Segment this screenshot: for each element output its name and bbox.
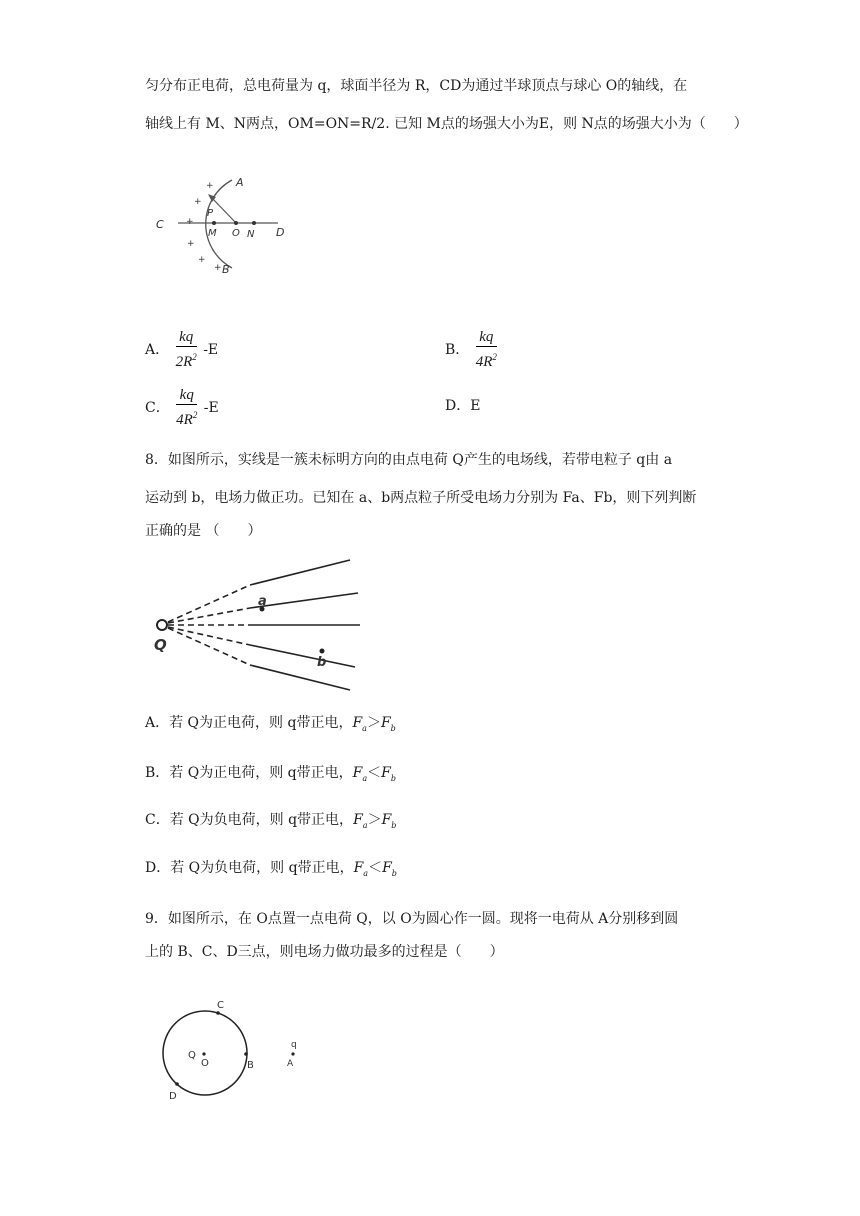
q9-label-q-small: q [291,1040,297,1050]
q8-label-q: Q [154,636,167,654]
q9-label-c: C [217,1000,224,1011]
q7-hemisphere-figure [150,170,290,280]
q7-label-m: M [208,228,217,239]
q8-text-line3: 正确的是 （ ） [145,523,262,539]
svg-text:+: + [206,181,214,191]
q7-text-line2: 轴线上有 M、N两点，OM=ON=R/2. 已知 M点的场强大小为E，则 N点的场强大小为（ ） [145,116,748,132]
q8-text-line1: 8．如图所示，实线是一簇未标明方向的由点电荷 Q产生的电场线，若带电粒子 q由 a [145,452,673,468]
q7-option-d[interactable]: D．E [445,398,481,414]
q7-label-d: D [276,226,285,239]
q7-label-b: B [222,263,230,276]
svg-text:+: + [186,217,194,227]
svg-text:+: + [187,239,195,249]
q9-label-q-charge: Q [188,1050,196,1061]
svg-text:+: + [214,263,222,273]
svg-text:+: + [198,255,206,265]
svg-text:+: + [194,197,202,207]
q9-label-d: D [169,1091,177,1102]
q8-option-a[interactable]: A．若 Q为正电荷，则 q带正电，$F_a>F_b$ [145,715,396,733]
q7-option-c[interactable]: C． $\frac{kq}{4R^2}$ -E [145,387,219,428]
q8-option-d[interactable]: D．若 Q为负电荷，则 q带正电，$F_a<F_b$ [145,860,397,878]
q7-text-line1: 匀分布正电荷，总电荷量为 q，球面半径为 R，CD为通过半球顶点与球心 O的轴线，在 [145,78,688,94]
q7-label-o: O [232,228,240,239]
q7-label-c: C [156,218,164,231]
q8-label-b: b [317,655,327,670]
q9-text-line1: 9．如图所示，在 O点置一点电荷 Q，以 O为圆心作一圆。现将一电荷从 A分别移到圆 [145,911,679,927]
q8-option-c[interactable]: C．若 Q为负电荷，则 q带正电，$F_a>F_b$ [145,812,397,830]
q7-label-p: P [207,208,214,219]
q8-field-lines-figure [150,555,365,695]
q9-label-a: A [287,1059,294,1069]
q8-text-line2: 运动到 b，电场力做正功。已知在 a、b两点粒子所受电场力分别为 Fa、Fb，则下列判断 [145,490,697,506]
q8-option-b[interactable]: B．若 Q为正电荷，则 q带正电，$F_a<F_b$ [145,765,396,783]
q7-label-a: A [236,176,244,189]
q9-text-line2: 上的 B、C、D三点，则电场力做功最多的过程是（ ） [145,944,504,960]
q9-label-b: B [247,1060,254,1071]
q7-option-b[interactable]: B． $\frac{kq}{4R^2}$ [445,329,497,370]
q9-label-o: O [201,1058,209,1069]
q8-label-a: a [258,594,267,609]
q9-circle-figure [155,995,315,1105]
q7-label-n: N [247,229,255,240]
q7-option-a[interactable]: A． $\frac{kq}{2R^2}$ -E [145,329,219,370]
